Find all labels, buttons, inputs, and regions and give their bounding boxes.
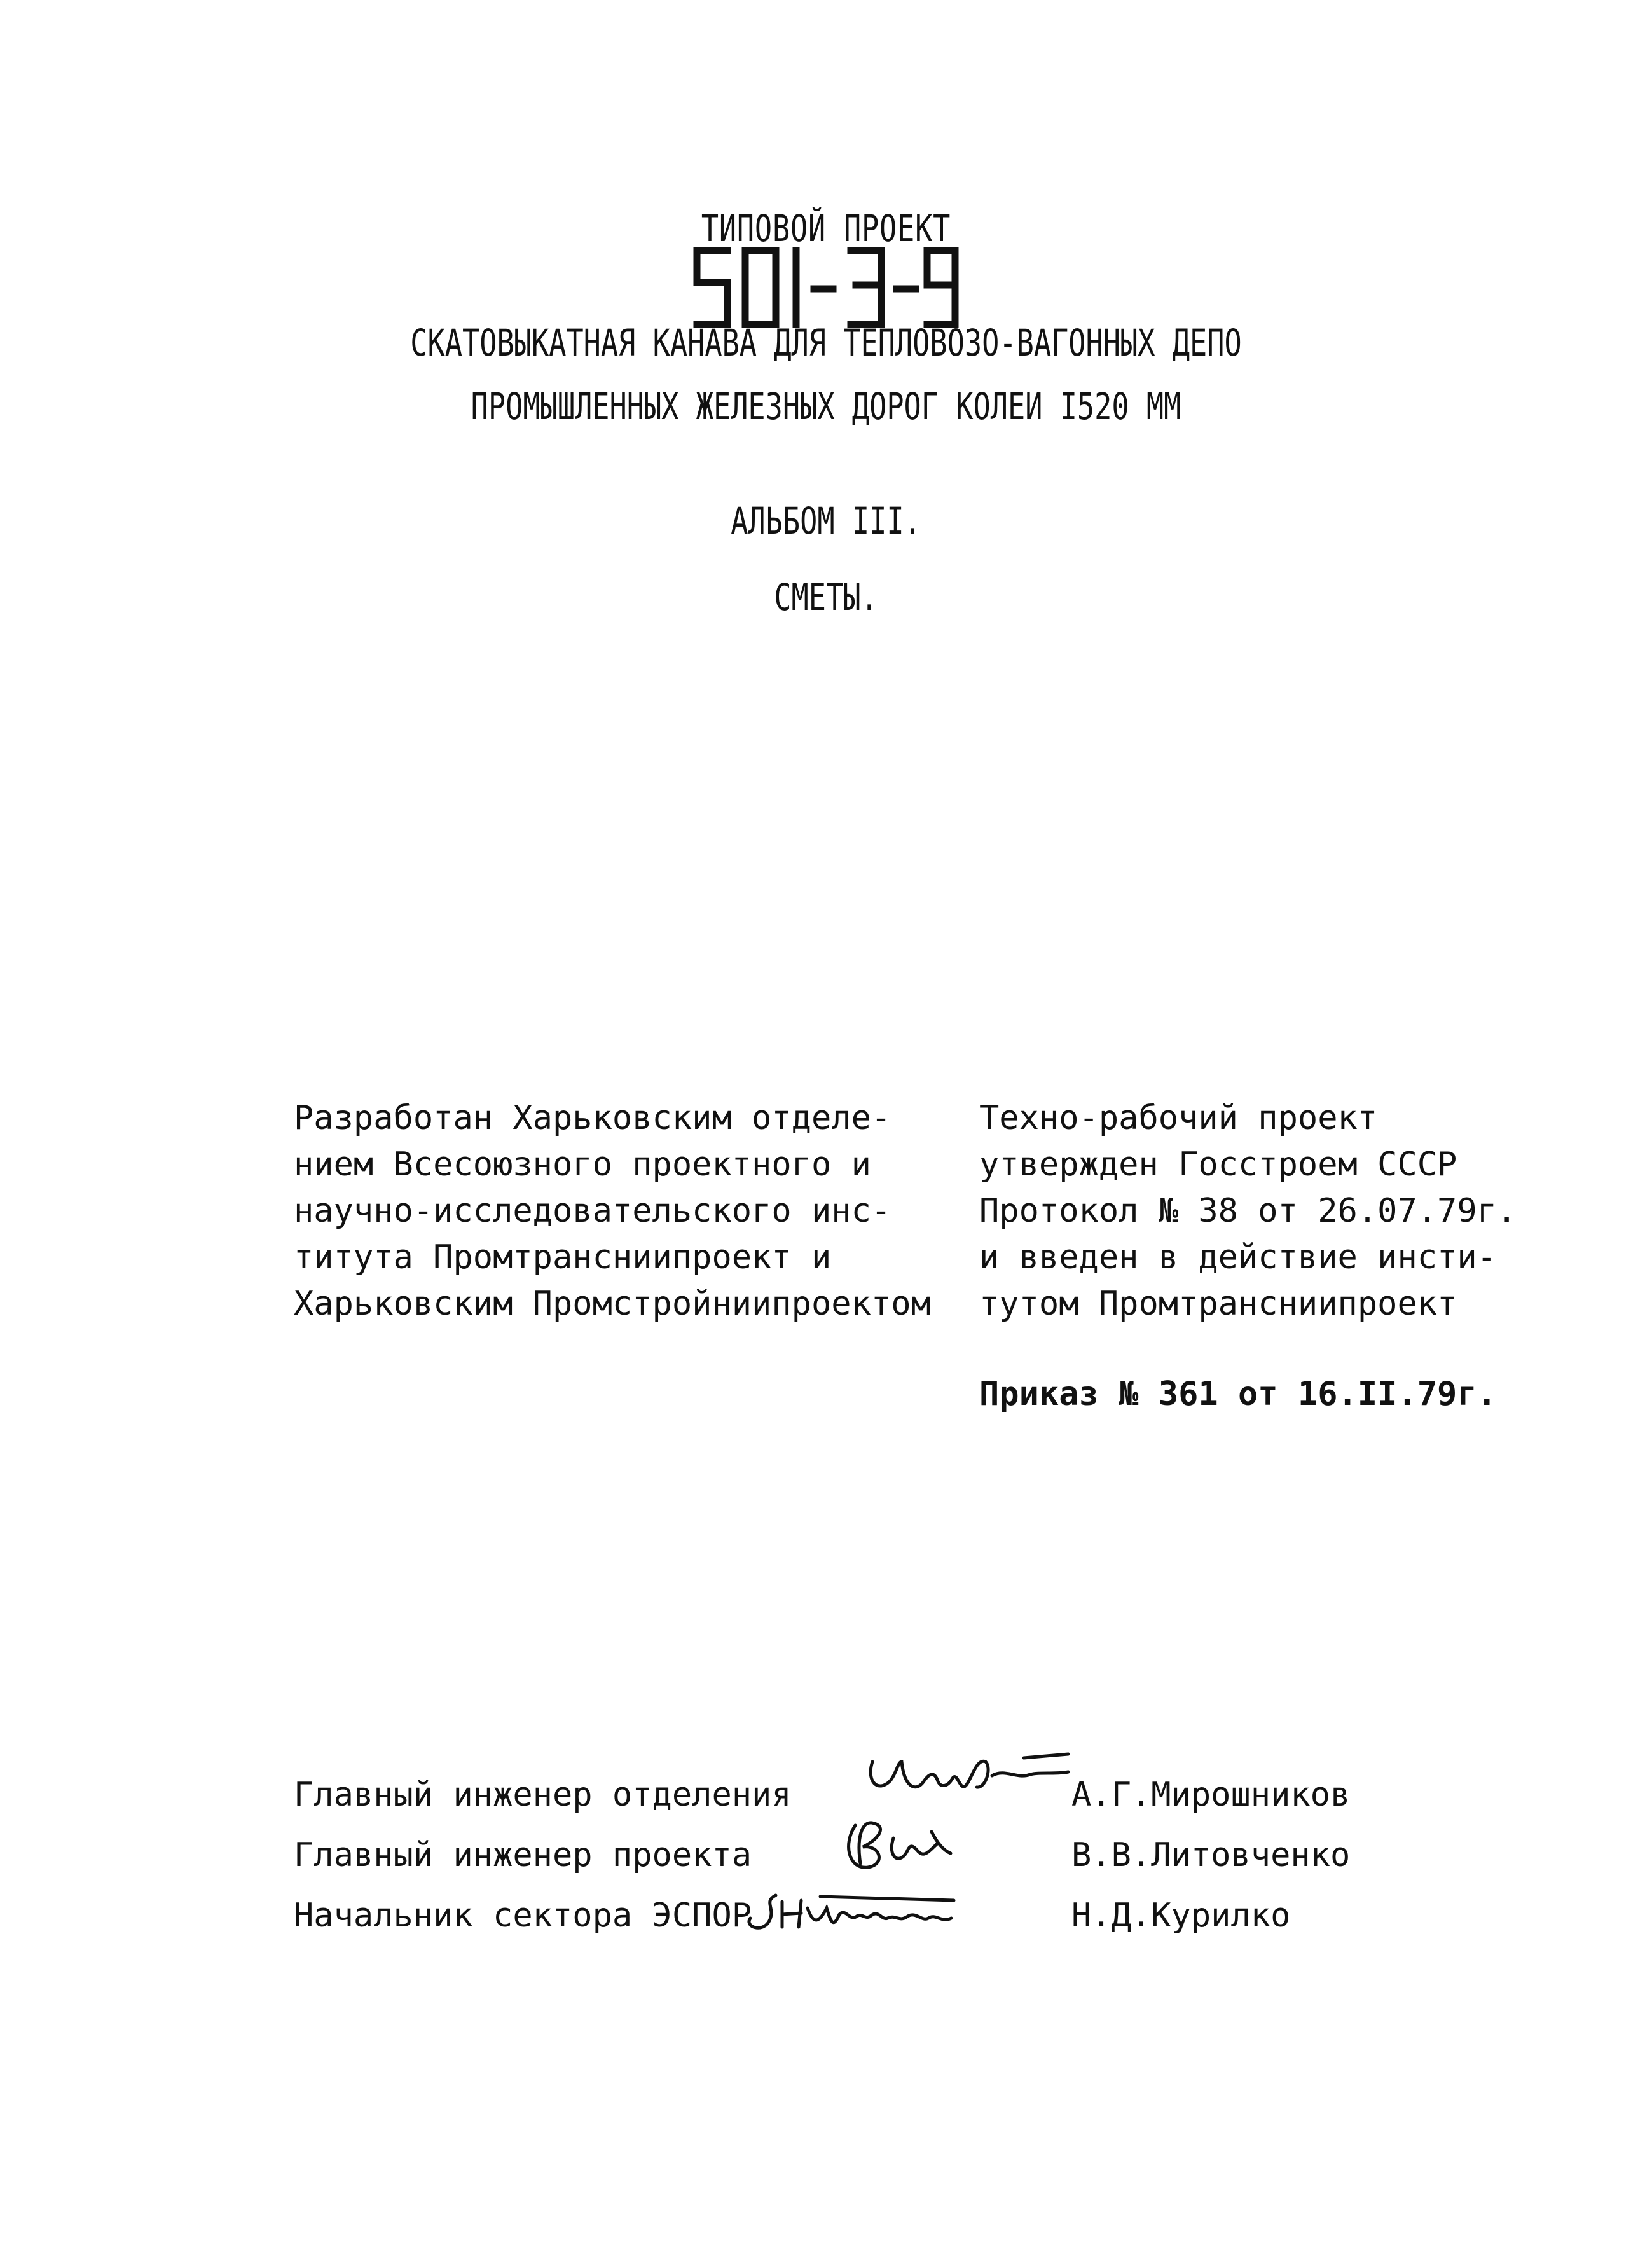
developer-line: титута Промтрансниипроект и [294, 1238, 832, 1276]
order-reference: Приказ № 361 от 16.II.79г. [979, 1375, 1497, 1413]
signatory-name: В.В.Литовченко [1071, 1836, 1351, 1874]
signatory-role: Главный инженер проекта [294, 1836, 752, 1874]
title-line-1: СКАТОВЫКАТНАЯ КАНАВА ДЛЯ ТЕПЛОВОЗО-ВАГОННЫХ ДЕПО [410, 321, 1242, 364]
signature-3 [738, 1883, 992, 1940]
developer-line: Харьковским Промстройниипроектом [294, 1285, 931, 1323]
album-label: АЛЬБОМ III. [731, 499, 921, 543]
title-line-2: ПРОМЫШЛЕННЫХ ЖЕЛЕЗНЫХ ДОРОГ КОЛЕИ I520 ММ [471, 385, 1181, 428]
developer-line: научно-исследовательского инс- [294, 1192, 891, 1230]
developer-line: нием Всесоюзного проектного и [294, 1145, 871, 1184]
section-label: СМЕТЫ. [774, 576, 878, 619]
approval-line: Техно-рабочий проект [979, 1099, 1378, 1137]
approval-line: Протокол № 38 от 26.07.79г. [979, 1192, 1517, 1230]
approval-line: и введен в действие инсти- [979, 1238, 1497, 1276]
series-label: ТИПОВОЙ ПРОЕКТ [701, 207, 951, 250]
signature-2 [836, 1813, 976, 1883]
approval-line: тутом Промтрансниипроект [979, 1285, 1457, 1323]
signature-1 [865, 1743, 1075, 1819]
approval-line: утвержден Госстроем СССР [979, 1145, 1457, 1184]
signatory-name: А.Г.Мирошников [1071, 1776, 1351, 1814]
signatory-name: Н.Д.Курилко [1071, 1897, 1291, 1935]
signatory-role: Главный инженер отделения [294, 1776, 792, 1814]
developer-block [294, 1095, 931, 1327]
approval-block [979, 1095, 1517, 1327]
project-number-glyphs [689, 243, 963, 332]
signatory-role: Начальник сектора ЭСПОР [294, 1897, 752, 1935]
developer-line: Разработан Харьковским отделе- [294, 1099, 891, 1137]
